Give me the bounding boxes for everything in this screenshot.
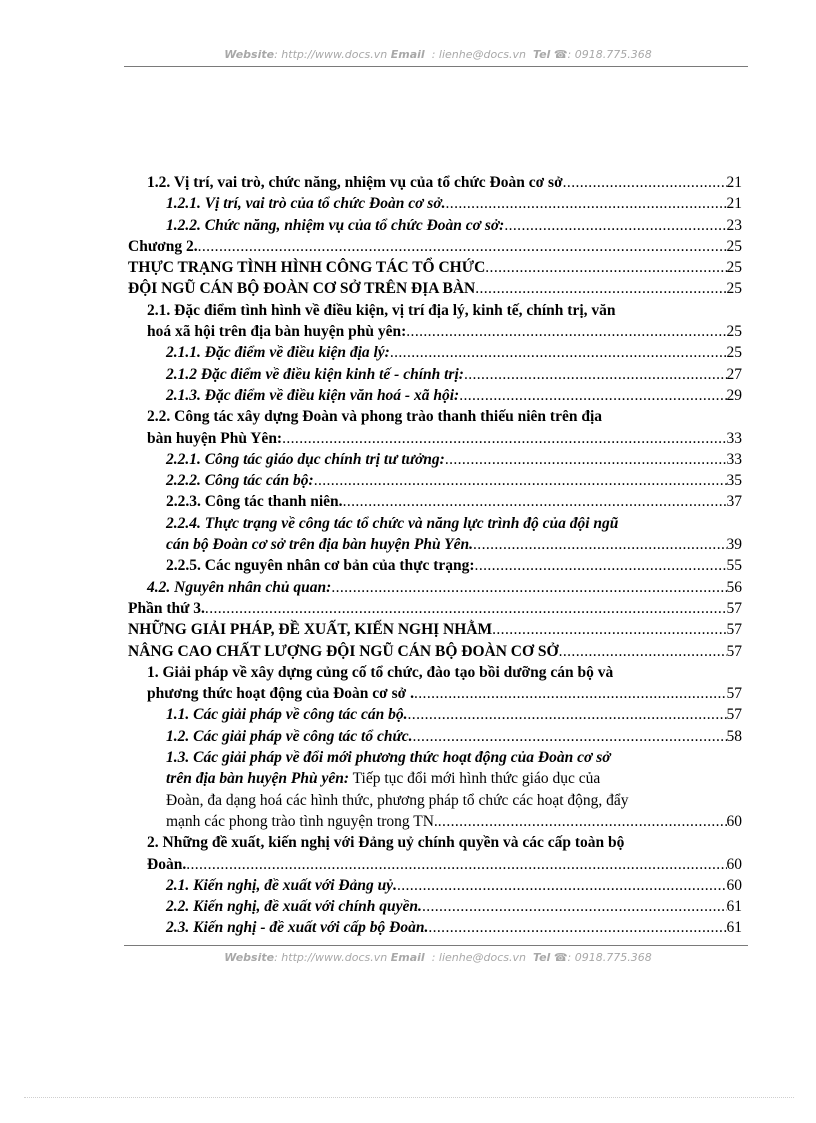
toc-entry-page: 21 [726,195,742,213]
toc-entry-title: 2.1.3. Đặc điểm về điều kiện văn hoá - xã hội: [166,386,460,404]
toc-entry [128,364,742,385]
toc-entry [128,491,742,512]
toc-entry-title-line: Tiếp tục đổi mới hình thức giáo dục của [349,770,601,788]
phone-icon: ☎ [553,48,568,61]
toc-entry [128,641,742,662]
toc-entry-page: 23 [726,216,742,234]
toc-entry [128,449,742,470]
toc-entry-page: 61 [726,919,742,937]
toc-entry-title: 2.2.1. Công tác giáo dục chính trị tư tưởng: [166,450,445,468]
toc-entry-title: cán bộ Đoàn cơ sở trên địa bàn huyện Phù Yên. [166,536,474,554]
page-footer [128,951,748,964]
toc-entry-page: 25 [726,237,742,255]
toc-entry-page: 57 [726,599,742,617]
toc-entry-page: 57 [726,642,742,660]
toc-entry-title: Chương 2. [128,237,198,255]
toc-entry-page: 21 [726,174,742,191]
toc-entry-title: 2.2.5. Các nguyên nhân cơ bản của thực trạng: [166,557,475,575]
footer-website-value: : http://www.docs.vn [274,951,388,964]
toc-entry-title: phương thức hoạt động của Đoàn cơ sở . [147,685,414,703]
header-website-label: Website [224,48,275,61]
toc-entry-title-line: trên địa bàn huyện Phù yên: [166,770,350,788]
toc-entry [128,875,742,896]
toc-entry-page: 25 [726,344,742,362]
toc-entry-page: 55 [726,557,742,575]
header-tel-value: : 0918.775.368 [567,48,652,61]
toc-entry [128,257,742,278]
header-divider [124,66,748,67]
toc-entry-title: 2.1.2 Đặc điểm về điều kiện kinh tế - chính trị: [166,365,464,383]
phone-icon: ☎ [553,951,568,964]
toc-entry-title: ĐỘI NGŨ CÁN BỘ ĐOÀN CƠ SỞ TRÊN ĐỊA BÀN [128,280,476,298]
toc-entry [128,215,742,236]
page-edge-divider [24,1097,794,1098]
toc-entry [128,385,742,406]
toc-entry-page: 33 [726,429,742,447]
toc-entry-title: bàn huyện Phù Yên: [147,429,283,447]
toc-entry-page: 25 [726,259,742,277]
toc-entry-page: 60 [726,876,742,894]
toc-entry [128,896,742,917]
header-email-label: Email [390,48,425,61]
toc-entry-title: 2.1.1. Đặc điểm về điều kiện địa lý: [166,344,390,362]
footer-tel-value: : 0918.775.368 [567,951,652,964]
toc-entry-title: 2.2.3. Công tác thanh niên. [166,493,343,511]
table-of-contents [128,172,742,939]
toc-entry-title-line: 2.1. Đặc điểm tình hình về điều kiện, vị trí địa lý, kinh tế, chính trị, văn [147,301,616,319]
toc-entry [128,342,742,363]
toc-entry [128,917,742,938]
toc-entry-page: 57 [726,685,742,703]
toc-entry-title: 1.1. Các giải pháp về công tác cán bộ. [166,706,408,724]
toc-entry-title: Phần thứ 3. [128,599,205,617]
toc-entry [128,193,742,214]
footer-divider [124,945,748,946]
toc-entry-title-line: 2.2.4. Thực trạng về công tác tổ chức và năng lực trình độ của đội ngũ [166,514,619,532]
toc-entry-page: 56 [726,578,742,596]
footer-email-label: Email [390,951,425,964]
toc-entry-title: 2.3. Kiến nghị - đề xuất với cấp bộ Đoàn. [166,919,429,937]
toc-entry-title: 1.2.2. Chức năng, nhiệm vụ của tổ chức Đoàn cơ sở: [166,216,505,234]
toc-entry [128,598,742,619]
toc-entry [128,172,742,193]
toc-entry [128,747,742,832]
toc-entry [128,236,742,257]
toc-entry-page: 60 [726,855,742,873]
toc-entry-title: 1.2. Các giải pháp về công tác tổ chức. [166,727,413,745]
toc-entry-page: 57 [726,621,742,639]
toc-entry-title-line: 2. Những đề xuất, kiến nghị với Đảng uỷ chính quyền và các cấp toàn bộ [147,834,625,852]
header-website-value: : http://www.docs.vn [274,48,388,61]
toc-entry-page: 57 [726,706,742,724]
page-header [128,48,748,61]
toc-entry-title-line: 1.3. Các giải pháp về đổi mới phương thức hoạt động của Đoàn cơ sở [166,749,611,767]
toc-entry-page: 33 [726,450,742,468]
toc-entry-title: hoá xã hội trên địa bàn huyện phù yên: [147,323,407,341]
toc-entry-page: 27 [726,365,742,383]
toc-entry-title: 4.2. Nguyên nhân chủ quan: [147,578,332,596]
toc-entry-page: 37 [726,493,742,511]
toc-entry-title: NHỮNG GIẢI PHÁP, ĐỀ XUẤT, KIẾN NGHỊ NHẰM [128,621,493,639]
toc-entry-page: 61 [726,898,742,916]
toc-entry-title: mạnh các phong trào tình nguyện trong TN. [166,812,438,830]
toc-entry-page: 35 [726,472,742,490]
toc-entry-title: 1.2. Vị trí, vai trò, chức năng, nhiệm vụ của tổ chức Đoàn cơ sở [147,174,563,191]
toc-entry-page: 58 [726,727,742,745]
toc-entry-page: 25 [726,323,742,341]
footer-website-label: Website [224,951,275,964]
toc-entry [128,555,742,576]
toc-entry-page: 25 [726,280,742,298]
footer-tel-label: Tel [532,951,551,964]
toc-entry [128,278,742,299]
toc-entry [128,662,742,705]
toc-entry [128,406,742,449]
toc-entry [128,832,742,875]
toc-entry [128,470,742,491]
toc-entry [128,726,742,747]
toc-entry-page: 39 [726,536,742,554]
toc-entry-page: 60 [726,812,742,830]
toc-entry-title: NÂNG CAO CHẤT LƯỢNG ĐỘI NGŨ CÁN BỘ ĐOÀN CƠ SỞ [128,642,559,660]
toc-entry-title-line: 2.2. Công tác xây dựng Đoàn và phong trào thanh thiếu niên trên địa [147,408,602,426]
toc-entry-title-line: 1. Giải pháp về xây dựng củng cố tổ chức, đào tạo bồi dưỡng cán bộ và [147,663,614,681]
toc-entry-title: Đoàn. [147,855,187,873]
toc-entry-title: 2.1. Kiến nghị, đề xuất với Đảng uỷ. [166,876,397,894]
toc-entry-title-line: Đoàn, đa dạng hoá các hình thức, phương pháp tổ chức các hoạt động, đẩy [166,791,629,809]
toc-entry-title: 2.2. Kiến nghị, đề xuất với chính quyền. [166,898,422,916]
toc-entry-page: 29 [726,386,742,404]
header-tel-label: Tel [532,48,551,61]
toc-entry [128,619,742,640]
toc-entry-title: 1.2.1. Vị trí, vai trò của tổ chức Đoàn cơ sở. [166,195,446,213]
toc-entry [128,300,742,343]
toc-entry-title: THỰC TRẠNG TÌNH HÌNH CÔNG TÁC TỔ CHỨC [128,259,486,277]
toc-entry [128,513,742,556]
footer-email-value: : lienhe@docs.vn [431,951,526,964]
toc-entry [128,704,742,725]
toc-entry [128,577,742,598]
toc-entry-title: 2.2.2. Công tác cán bộ: [166,472,314,490]
header-email-value: : lienhe@docs.vn [431,48,526,61]
